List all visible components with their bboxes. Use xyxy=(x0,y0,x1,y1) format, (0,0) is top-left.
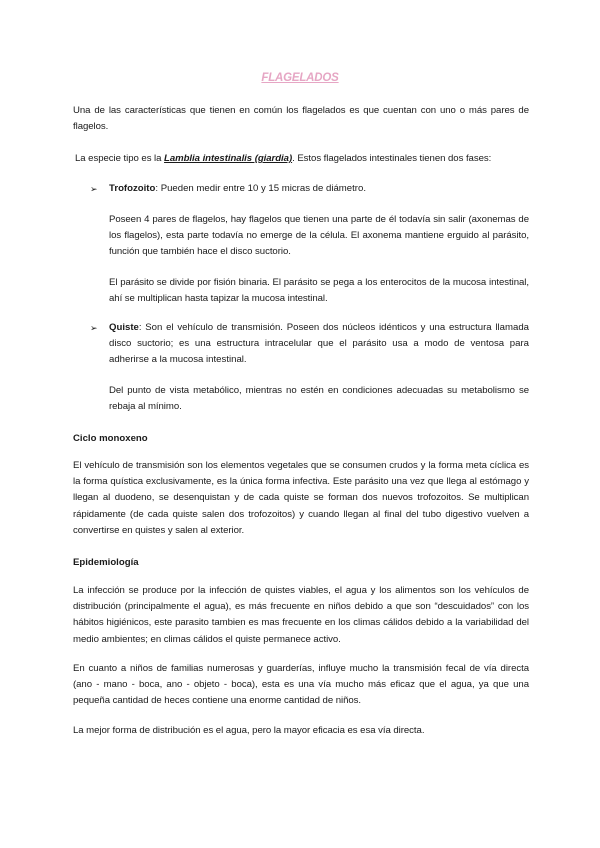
quiste-paragraph-1: Del punto de vista metabólico, mientras no estén en condiciones adecuadas su metabolismo se rebaja al mínimo. xyxy=(109,385,529,413)
ciclo-heading: Ciclo monoxeno xyxy=(73,433,148,444)
epidemiologia-paragraph-2: En cuanto a niños de familias numerosas y guarderías, influye mucho la transmisión fecal de vía directa (ano - mano - boca, ano - objeto - boca), esta es una vía mucho más eficaz que el agua, ya que una pequeña cantidad de heces contiene una enorme cantidad de niños. xyxy=(73,663,529,707)
bullet-arrow-icon: ➢ xyxy=(90,184,98,194)
species-text-before: La especie tipo es la xyxy=(75,153,165,164)
species-paragraph xyxy=(75,151,531,167)
quiste-item xyxy=(109,320,529,369)
trofozoito-label: Trofozoito xyxy=(109,183,156,194)
quiste-label: Quiste xyxy=(109,322,139,333)
page-title: FLAGELADOS xyxy=(261,72,339,84)
species-text-after: . Estos flagelados intestinales tienen dos fases: xyxy=(292,153,492,164)
trofozoito-item xyxy=(109,181,529,197)
epidemiologia-heading: Epidemiología xyxy=(73,557,139,568)
bullet-arrow-icon: ➢ xyxy=(90,323,98,333)
quiste-text: : Son el vehículo de transmisión. Poseen dos núcleos idénticos y una estructura llamada disco suctorio; es una estructura intracelular que el parásito usa a modo de ventosa para adherirse a la mucosa intestinal. xyxy=(109,322,529,366)
intro-paragraph: Una de las características que tienen en común los flagelados es que cuentan con uno o más pares de flagelos. xyxy=(73,105,529,133)
trofozoito-paragraph-1: Poseen 4 pares de flagelos, hay flagelos que tienen una parte de él todavía sin salir (axonemas de los flagelos), esta parte todavía no emerge de la célula. El axonema mantiene erguido al parásito, función que también hace el disco suctorio. xyxy=(109,214,529,258)
species-name: Lamblia intestinalis (giardia) xyxy=(164,153,293,164)
ciclo-paragraph: El vehículo de transmisión son los elementos vegetales que se consumen crudos y la forma meta cíclica es la forma quística exclusivamente, es la única forma infectiva. Este parásito una vez que llega al estómago y llegan al duodeno, se desenquistan y de cada quiste se forman dos nuevos trofozoitos. Se multiplican rápidamente (de cada quiste salen dos trofozoitos) y cuando llegan al final del tubo digestivo vuelven a convertirse en quistes y salen al exterior. xyxy=(73,460,529,536)
trofozoito-text: : Pueden medir entre 10 y 15 micras de diámetro. xyxy=(155,183,366,194)
trofozoito-paragraph-2: El parásito se divide por fisión binaria. El parásito se pega a los enterocitos de la mucosa intestinal, ahí se multiplican hasta tapizar la mucosa intestinal. xyxy=(109,277,529,305)
epidemiologia-paragraph-1: La infección se produce por la infección de quistes viables, el agua y los alimentos son los vehículos de distribución (principalmente el agua), es más frecuente en niños debido a que son “descuidados” con los hábitos higiénicos, este parasito tambien es mas frecuente en los climas cálidos debido a la variabilidad del medio ambientes; en climas cálidos el quiste permanece activo. xyxy=(73,585,529,645)
epidemiologia-paragraph-3: La mejor forma de distribución es el agua, pero la mayor eficacia es esa vía directa. xyxy=(73,725,425,736)
